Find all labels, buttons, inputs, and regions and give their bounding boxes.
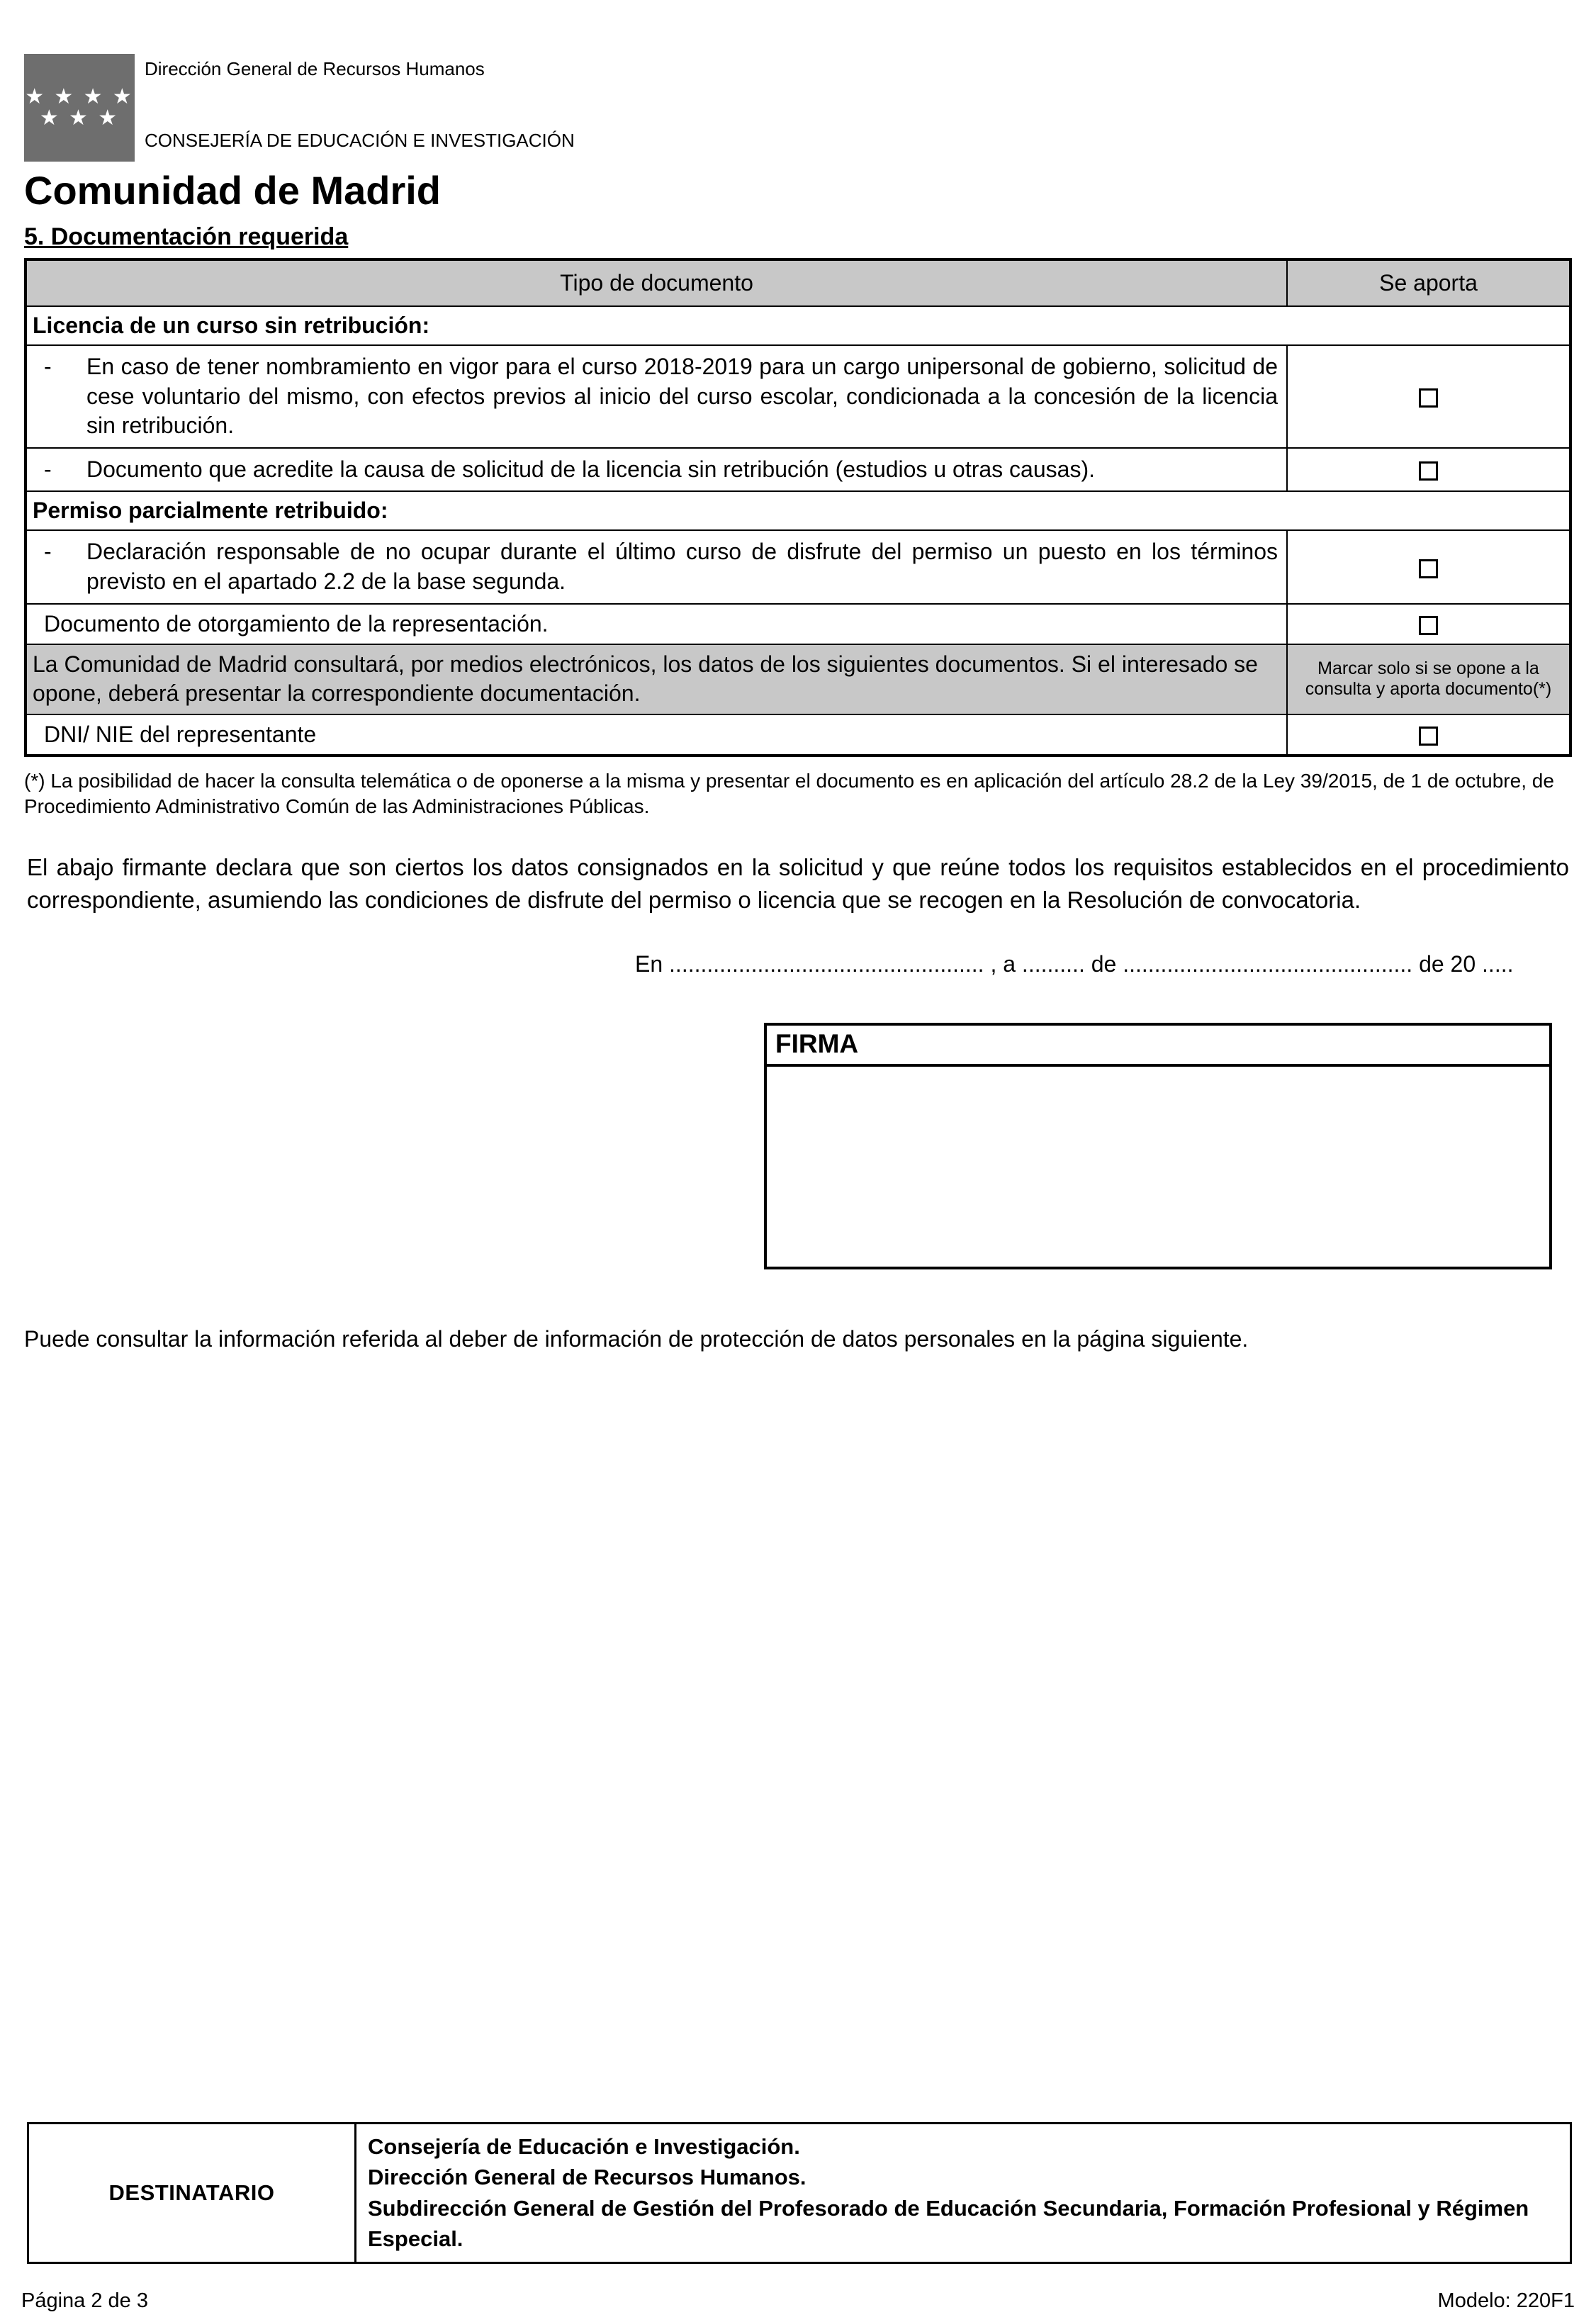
se-aporta-checkbox[interactable] (1419, 461, 1438, 481)
org-line-direccion: Dirección General de Recursos Humanos (145, 58, 485, 79)
document-row (26, 714, 1570, 756)
document-description-cell: DNI/ NIE del representante (26, 714, 1287, 756)
document-description: En caso de tener nombramiento en vigor para el curso 2018-2019 para un cargo unipersonal de gobierno, solicitud de cese voluntario del mismo, con efectos previos al inicio del curso escolar, condicionada a la concesión de la licencia sin retribución. (86, 354, 1278, 439)
section-title: 5. Documentación requerida (24, 223, 349, 250)
destinatario-row (28, 2124, 1571, 2263)
se-aporta-checkbox[interactable] (1419, 388, 1438, 408)
document-description-cell (26, 448, 1287, 492)
document-description-cell: Documento de otorgamiento de la representación. (26, 604, 1287, 644)
comunidad-madrid-flag-logo (24, 54, 135, 162)
destinatario-line: Dirección General de Recursos Humanos. (368, 2165, 807, 2190)
se-aporta-cell (1287, 604, 1570, 644)
document-row (26, 530, 1570, 603)
se-aporta-checkbox[interactable] (1419, 616, 1438, 635)
col-header-se-aporta: Se aporta (1287, 259, 1570, 306)
se-aporta-cell (1287, 448, 1570, 492)
page-number: Página 2 de 3 (21, 2289, 148, 2312)
signature-box (764, 1023, 1552, 1269)
consulta-note: La Comunidad de Madrid consultará, por medios electrónicos, los datos de los siguientes documentos. Si el interesado se opone, deberá presentar la correspondiente documentación. (26, 644, 1287, 714)
org-names (145, 54, 575, 162)
document-description-cell (26, 530, 1287, 603)
firma-label: FIRMA (767, 1026, 1549, 1067)
se-aporta-checkbox[interactable] (1419, 559, 1438, 578)
se-aporta-checkbox[interactable] (1419, 727, 1438, 746)
se-aporta-cell (1287, 345, 1570, 448)
document-row (26, 448, 1570, 492)
destinatario-line: Consejería de Educación e Investigación. (368, 2134, 800, 2159)
declaration-text: El abajo firmante declara que son ciertos los datos consignados en la solicitud y que reúne todos los requisitos establecidos en el procedimiento correspondiente, asumiendo las condiciones de disfrute del permiso o licencia que se recogen en la Resolución de convocatoria. (27, 854, 1569, 913)
footnote: (*) La posibilidad de hacer la consulta telemática o de oponerse a la misma y presentar el documento es en aplicación del artículo 28.2 de la Ley 39/2015, de 1 de octubre, de Procedimiento Administrativo Común de las Administraciones Públicas. (24, 769, 1554, 817)
oposicion-note: Marcar solo si se opone a la consulta y aporta documento(*) (1287, 644, 1570, 714)
table-header-row (26, 259, 1570, 306)
consulta-electronica-row (26, 644, 1570, 714)
group-row-licencia (26, 306, 1570, 345)
group-label: Permiso parcialmente retribuido: (26, 491, 1570, 530)
destinatario-label: DESTINATARIO (28, 2124, 356, 2263)
group-row-permiso (26, 491, 1570, 530)
se-aporta-cell (1287, 714, 1570, 756)
destinatario-table (27, 2122, 1572, 2264)
brand-title: Comunidad de Madrid (24, 168, 441, 213)
document-description: Declaración responsable de no ocupar durante el último curso de disfrute del permiso un puesto en los términos previsto en el apartado 2.2 de la base segunda. (86, 539, 1278, 594)
se-aporta-cell (1287, 530, 1570, 603)
privacy-note: Puede consultar la información referida al deber de información de protección de datos personales en la página siguiente. (24, 1326, 1249, 1352)
document-description-cell (26, 345, 1287, 448)
document-description: Documento que acredite la causa de solicitud de la licencia sin retribución (estudios u otras causas). (86, 456, 1095, 482)
org-line-consejeria: CONSEJERÍA DE EDUCACIÓN E INVESTIGACIÓN (145, 130, 575, 151)
page-footer (21, 2289, 1575, 2313)
masthead (24, 54, 1572, 162)
dash: - (44, 456, 52, 482)
col-header-tipo-documento: Tipo de documento (26, 259, 1287, 306)
dash: - (44, 354, 52, 379)
group-label: Licencia de un curso sin retribución: (26, 306, 1570, 345)
signature-area (767, 1067, 1549, 1268)
destinatario-body (356, 2124, 1571, 2263)
document-row (26, 604, 1570, 644)
flag-stars-icon: ★ ★ ★ (39, 106, 120, 130)
flag-stars-icon: ★ ★ ★ ★ (25, 85, 134, 108)
date-line: En .................................................. , a .......... de .............................................. de 20 ..... (635, 951, 1514, 977)
dash: - (44, 539, 52, 565)
document-row (26, 345, 1570, 448)
destinatario-line: Subdirección General de Gestión del Profesorado de Educación Secundaria, Formación Profesional y Régimen Especial. (368, 2195, 1529, 2252)
model-number: Modelo: 220F1 (1437, 2289, 1575, 2312)
documentation-table (24, 258, 1572, 757)
